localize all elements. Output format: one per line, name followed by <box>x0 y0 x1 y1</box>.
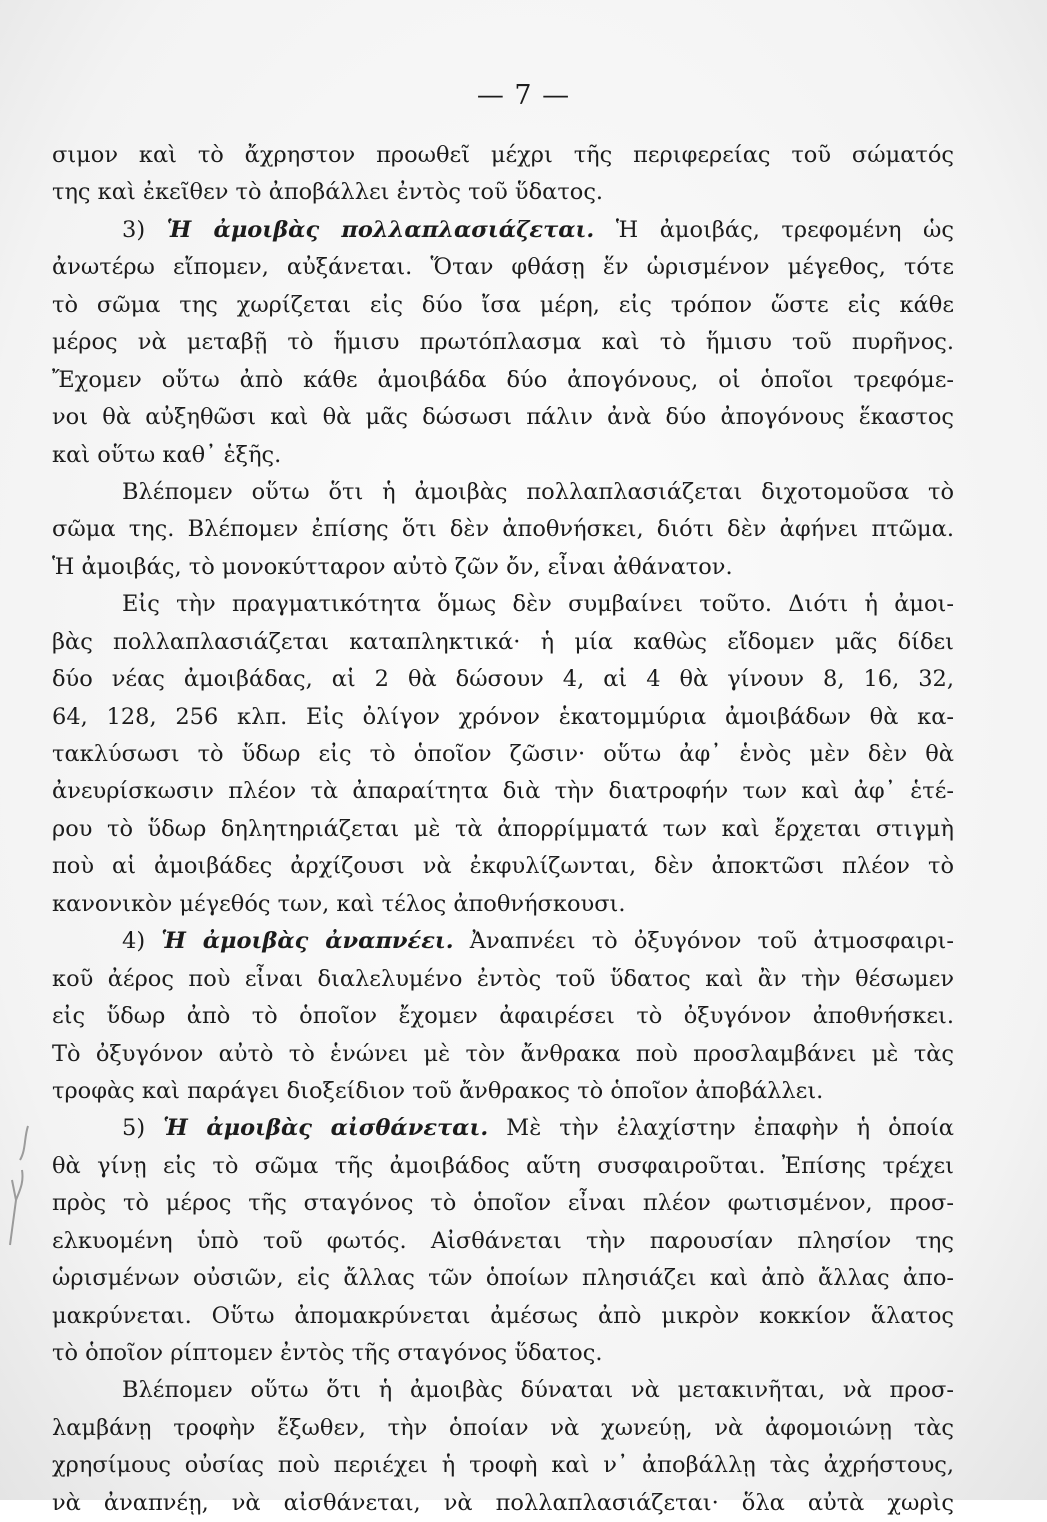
text-line <box>52 773 954 810</box>
text-line <box>52 811 954 848</box>
section-heading: Ἡ ἀμοιβὰς ἀναπνέει. <box>161 928 454 955</box>
body-text <box>52 137 954 1522</box>
text-line <box>52 474 954 511</box>
text-run: 5) <box>122 1115 164 1142</box>
text-line <box>52 1410 954 1447</box>
text-line <box>52 1073 954 1110</box>
text-line <box>52 699 954 736</box>
text-line <box>52 998 954 1035</box>
text-line <box>52 1372 954 1409</box>
text-run: ἀνωτέρω εἴπομεν, αὐξάνεται. Ὅταν φθάσῃ ἕν ὡρισμένον μέγεθος, τότε <box>52 254 954 281</box>
text-run: Ἀναπνέει τὸ ὀξυγόνον τοῦ ἀτμοσφαιρι- <box>453 928 954 955</box>
text-line <box>52 1298 954 1335</box>
text-line <box>52 174 954 211</box>
text-run: ὡρισμένων οὐσιῶν, εἰς ἄλλας τῶν ὁποίων πλησιάζει καὶ ἀπὸ ἄλλας ἀπο- <box>52 1265 954 1292</box>
text-line <box>52 511 954 548</box>
text-line <box>52 1036 954 1073</box>
text-run: μέρος νὰ μεταβῇ τὸ ἥμισυ πρωτόπλασμα καὶ τὸ ἥμισυ τοῦ πυρῆνος. <box>52 329 954 356</box>
text-run: νοι θὰ αὐξηθῶσι καὶ θὰ μᾶς δώσωσι πάλιν ἀνὰ δύο ἀπογόνους ἕκαστος <box>52 404 954 431</box>
text-line <box>52 249 954 286</box>
text-line <box>52 212 954 249</box>
text-run: κοῦ ἀέρος ποὺ εἶναι διαλελυμένο ἐντὸς τοῦ ὕδατος καὶ ἂν τὴν θέσωμεν <box>52 965 954 992</box>
text-run: σιμον καὶ τὸ ἄχρηστον προωθεῖ μέχρι τῆς περιφερείας τοῦ σώματός <box>52 142 954 168</box>
text-run: καὶ οὕτω καθ᾿ ἑξῆς. <box>52 441 282 468</box>
text-run: 3) <box>122 216 167 243</box>
text-line <box>52 1110 954 1147</box>
text-line <box>52 324 954 361</box>
handwritten-margin-mark <box>2 1120 38 1250</box>
text-run: Εἰς τὴν πραγματικότητα ὅμως δὲν συμβαίνει τοῦτο. Διότι ἡ ἀμοι- <box>122 591 954 618</box>
text-run: νὰ ἀναπνέῃ, νὰ αἰσθάνεται, νὰ πολλαπλασιάζεται· ὅλα αὐτὰ χωρὶς <box>52 1489 954 1516</box>
text-line <box>52 1485 954 1522</box>
text-run: Ἔχομεν οὕτω ἀπὸ κάθε ἀμοιβάδα δύο ἀπογόνους, οἱ ὁποῖοι τρεφόμε- <box>52 366 954 393</box>
text-line <box>52 1148 954 1185</box>
text-run: σῶμα της. Βλέπομεν ἐπίσης ὅτι δὲν ἀποθνήσκει, διότι δὲν ἀφήνει πτῶμα. <box>52 516 954 543</box>
text-line <box>52 137 954 174</box>
text-run: χρησίμους οὐσίας ποὺ περιέχει ἡ τροφὴ καὶ ν᾿ ἀποβάλλῃ τὰς ἀχρήστους, <box>52 1452 954 1479</box>
section-heading: Ἡ ἀμοιβὰς αἰσθάνεται. <box>163 1115 489 1142</box>
text-run: Βλέπομεν οὕτω ὅτι ἡ ἀμοιβὰς δύναται νὰ μετακινῆται, νὰ προσ- <box>122 1377 954 1404</box>
text-run: δύο νέας ἀμοιβάδας, αἱ 2 θὰ δώσουν 4, αἱ 4 θὰ γίνουν 8, 16, 32, <box>52 666 954 693</box>
section-heading: Ἡ ἀμοιβὰς πολλαπλασιάζεται. <box>166 216 595 243</box>
text-line <box>52 961 954 998</box>
text-line <box>52 437 954 474</box>
text-run: τὸ ὁποῖον ρίπτομεν ἐντὸς τῆς σταγόνος ὕδατος. <box>52 1340 603 1366</box>
text-line <box>52 624 954 661</box>
text-line <box>52 1223 954 1260</box>
text-line <box>52 1185 954 1222</box>
text-line <box>52 848 954 885</box>
text-run: ἀνευρίσκωσιν πλέον τὰ ἀπαραίτητα διὰ τὴν διατροφήν των καὶ ἀφ᾿ ἑτέ- <box>52 778 954 805</box>
text-line <box>52 1335 954 1372</box>
text-line <box>52 586 954 623</box>
text-run: τὸ σῶμα της χωρίζεται εἰς δύο ἴσα μέρη, εἰς τρόπον ὥστε εἰς κάθε <box>52 291 954 318</box>
text-run: ποὺ αἱ ἀμοιβάδες ἀρχίζουσι νὰ ἐκφυλίζωνται, δὲν ἀποκτῶσι πλέον τὸ <box>52 853 954 880</box>
text-line <box>52 549 954 586</box>
text-line <box>52 923 954 960</box>
text-run: ελκυομένη ὑπὸ τοῦ φωτός. Αἰσθάνεται τὴν παρουσίαν πλησίον της <box>52 1227 954 1254</box>
text-run: λαμβάνῃ τροφὴν ἔξωθεν, τὴν ὁποίαν νὰ χωνεύῃ, νὰ ἀφομοιώνῃ τὰς <box>52 1414 954 1441</box>
text-run: θὰ γίνῃ εἰς τὸ σῶμα τῆς ἀμοιβάδος αὕτη συσφαιροῦται. Ἐπίσης τρέχει <box>52 1152 954 1179</box>
text-line <box>52 1260 954 1297</box>
text-run: πρὸς τὸ μέρος τῆς σταγόνος τὸ ὁποῖον εἶναι πλέον φωτισμένον, προσ- <box>52 1190 954 1217</box>
text-line <box>52 399 954 436</box>
text-run: 4) <box>122 928 162 955</box>
text-run: εἰς ὕδωρ ἀπὸ τὸ ὁποῖον ἔχομεν ἀφαιρέσει τὸ ὀξυγόνον ἀποθνήσκει. <box>52 1003 954 1030</box>
text-line <box>52 886 954 923</box>
text-run: ρου τὸ ὕδωρ δηλητηριάζεται μὲ τὰ ἀπορρίμματά των καὶ ἔρχεται στιγμὴ <box>52 815 954 842</box>
page-number: — 7 — <box>476 80 571 111</box>
text-line <box>52 287 954 324</box>
text-run: Ἡ ἀμοιβάς, τὸ μονοκύτταρον αὐτὸ ζῶν ὄν, εἶναι ἀθάνατον. <box>52 553 733 580</box>
text-line <box>52 736 954 773</box>
text-run: τροφὰς καὶ παράγει διοξείδιον τοῦ ἄνθρακος τὸ ὁποῖον ἀποβάλλει. <box>52 1077 824 1104</box>
text-run: Τὸ ὀξυγόνον αὐτὸ τὸ ἑνώνει μὲ τὸν ἄνθρακα ποὺ προσλαμβάνει μὲ τὰς <box>52 1040 954 1067</box>
text-run: μακρύνεται. Οὕτω ἀπομακρύνεται ἀμέσως ἀπὸ μικρὸν κοκκίον ἅλατος <box>52 1302 954 1329</box>
text-run: Μὲ τὴν ἐλαχίστην ἐπαφὴν ἡ ὁποία <box>488 1115 954 1142</box>
text-run: βὰς πολλαπλασιάζεται καταπληκτικά· ἡ μία καθὼς εἴδομεν μᾶς δίδει <box>52 628 954 655</box>
text-run: Ἡ ἀμοιβάς, τρεφομένη ὡς <box>594 216 954 243</box>
text-line <box>52 1447 954 1484</box>
text-line <box>52 362 954 399</box>
text-run: τακλύσωσι τὸ ὕδωρ εἰς τὸ ὁποῖον ζῶσιν· οὕτω ἀφ᾿ ἑνὸς μὲν δὲν θὰ <box>52 741 954 767</box>
text-run: κανονικὸν μέγεθός των, καὶ τέλος ἀποθνήσκουσι. <box>52 890 626 917</box>
text-line <box>52 661 954 698</box>
text-run: της καὶ ἐκεῖθεν τὸ ἀποβάλλει ἐντὸς τοῦ ὕδατος. <box>52 179 604 206</box>
text-run: 64, 128, 256 κλπ. Εἰς ὀλίγον χρόνον ἑκατομμύρια ἀμοιβάδων θὰ κα- <box>52 703 954 730</box>
text-run: Βλέπομεν οὕτω ὅτι ἡ ἀμοιβὰς πολλαπλασιάζεται διχοτομοῦσα τὸ <box>122 478 954 505</box>
